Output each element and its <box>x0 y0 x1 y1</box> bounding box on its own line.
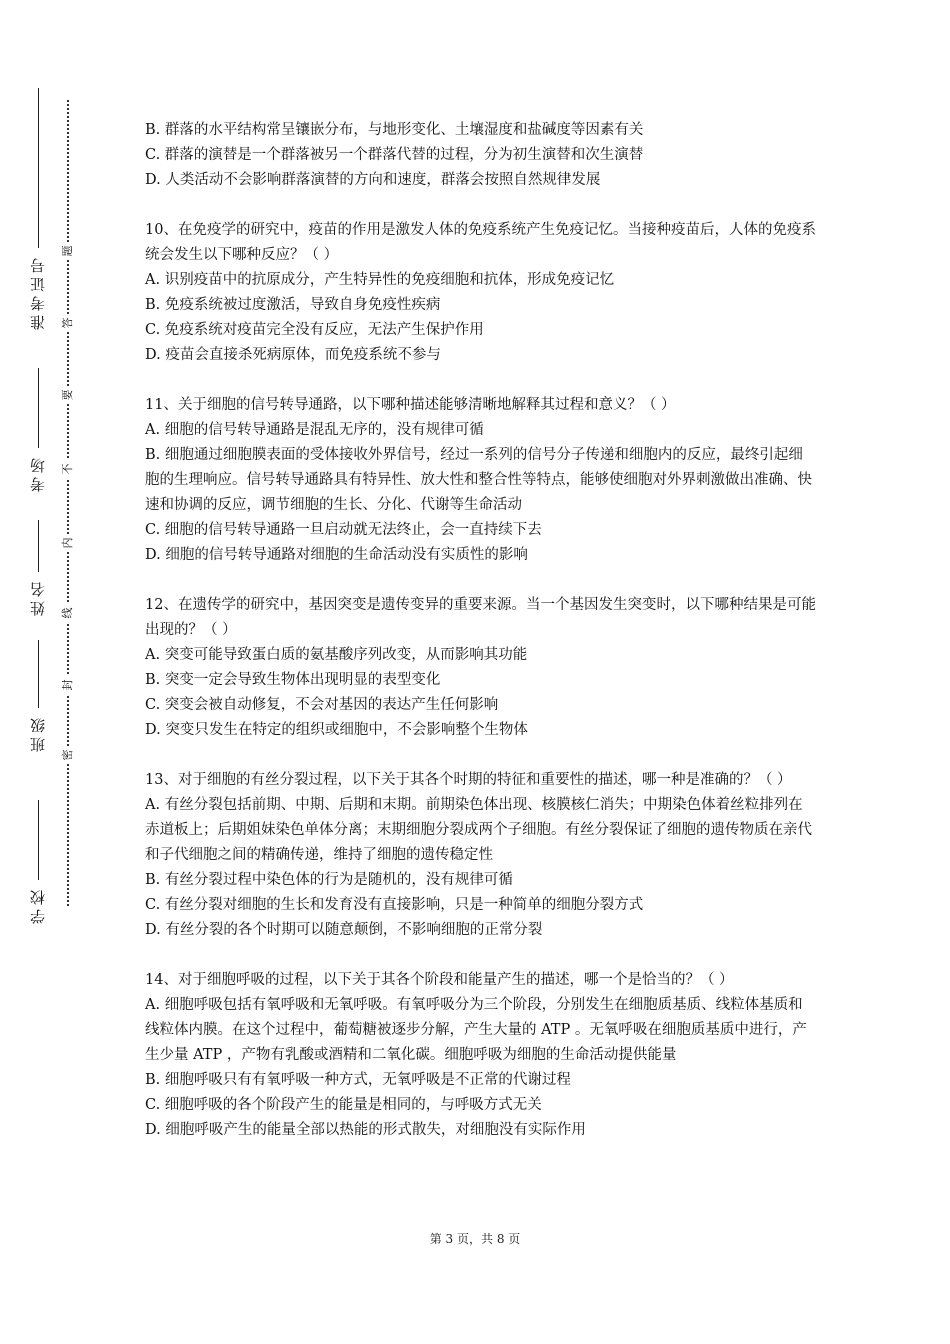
seal-char: 要 <box>61 386 75 404</box>
field-name-line[interactable] <box>38 520 39 572</box>
option-c: C. 细胞呼吸的各个阶段产生的能量是相同的，与呼吸方式无关 <box>145 1097 542 1113</box>
option-c: C. 突变会被自动修复，不会对基因的表达产生任何影响 <box>145 697 499 713</box>
option-d: D. 有丝分裂的各个时期可以随意颠倒，不影响细胞的正常分裂 <box>145 922 543 938</box>
option-b: B. 突变一定会导致生物体出现明显的表型变化 <box>145 672 441 688</box>
question-11 <box>145 393 817 568</box>
seal-dotted-line <box>67 100 69 906</box>
previous-question-options <box>145 118 817 193</box>
page-footer: 第 3 页，共 8 页 <box>429 1232 521 1246</box>
field-class-line[interactable] <box>38 640 39 708</box>
field-school <box>24 800 52 924</box>
field-class <box>24 640 52 752</box>
option: B. 群落的水平结构常呈镶嵌分布，与地形变化、土壤湿度和盐碱度等因素有关 <box>145 122 644 138</box>
field-class-label: 班级 <box>29 714 47 752</box>
question-content <box>145 118 817 1143</box>
option-b: B. 有丝分裂过程中染色体的行为是随机的，没有规律可循 <box>145 872 513 888</box>
field-school-line[interactable] <box>38 800 39 880</box>
option-b: B. 细胞呼吸只有有氧呼吸一种方式，无氧呼吸是不正常的代谢过程 <box>145 1072 571 1088</box>
option-d: D. 疫苗会直接杀死病原体，而免疫系统不参与 <box>145 347 441 363</box>
option-d: D. 突变只发生在特定的组织或细胞中，不会影响整个生物体 <box>145 722 528 738</box>
field-exam-room-line[interactable] <box>38 368 39 448</box>
option-d: D. 细胞的信号转导通路对细胞的生命活动没有实质性的影响 <box>145 547 528 563</box>
seal-char: 密 <box>61 746 75 764</box>
seal-char: 答 <box>61 314 75 332</box>
field-exam-id-line[interactable] <box>38 88 39 248</box>
option-b: B. 免疫系统被过度激活，导致自身免疫性疾病 <box>145 297 441 313</box>
option: C. 群落的演替是一个群落被另一个群落代替的过程，分为初生演替和次生演替 <box>145 147 644 163</box>
field-exam-room <box>24 368 52 492</box>
field-exam-id-label: 准考证号 <box>29 254 47 330</box>
question-10 <box>145 218 817 368</box>
question-stem: 14、对于细胞呼吸的过程，以下关于其各个阶段和能量产生的描述，哪一个是恰当的？（ ） <box>145 972 734 988</box>
option-a: A. 识别疫苗中的抗原成分，产生特异性的免疫细胞和抗体，形成免疫记忆 <box>145 272 615 288</box>
seal-char: 题 <box>61 242 75 260</box>
question-12 <box>145 593 817 743</box>
field-exam-room-label: 考场 <box>29 454 47 492</box>
option-d: D. 细胞呼吸产生的能量全部以热能的形式散失，对细胞没有实际作用 <box>145 1122 586 1138</box>
question-13 <box>145 768 817 943</box>
option-a: A. 细胞的信号转导通路是混乱无序的，没有规律可循 <box>145 422 484 438</box>
question-stem: 12、在遗传学的研究中，基因突变是遗传变异的重要来源。当一个基因发生突变时，以下哪种结果是可能出现的？（ ） <box>145 597 816 638</box>
field-name <box>24 520 52 616</box>
seal-char: 封 <box>61 676 75 694</box>
seal-char: 线 <box>61 604 75 622</box>
field-school-label: 学校 <box>29 886 47 924</box>
option-b: B. 细胞通过细胞膜表面的受体接收外界信号，经过一系列的信号分子传递和细胞内的反应，最终引起细胞的生理响应。信号转导通路具有特异性、放大性和整合性等特点，能够使细胞对外界刺激做出准确、快速和协调的反应，调节细胞的生长、分化、代谢等生命活动 <box>145 447 812 513</box>
field-exam-id <box>24 88 52 330</box>
option-a: A. 有丝分裂包括前期、中期、后期和末期。前期染色体出现、核膜核仁消失；中期染色体着丝粒排列在赤道板上；后期姐妹染色单体分离；末期细胞分裂成两个子细胞。有丝分裂保证了细胞的遗传物质在亲代和子代细胞之间的精确传递，维持了细胞的遗传稳定性 <box>145 797 812 863</box>
seal-char: 内 <box>61 534 75 552</box>
option-c: C. 免疫系统对疫苗完全没有反应，无法产生保护作用 <box>145 322 484 338</box>
seal-char: 不 <box>61 460 75 478</box>
question-14 <box>145 968 817 1143</box>
question-stem: 11、关于细胞的信号转导通路，以下哪种描述能够清晰地解释其过程和意义？（ ） <box>145 397 676 413</box>
field-name-label: 姓名 <box>29 578 47 616</box>
question-stem: 13、对于细胞的有丝分裂过程，以下关于其各个时期的特征和重要性的描述，哪一种是准确的？（ ） <box>145 772 792 788</box>
option-a: A. 细胞呼吸包括有氧呼吸和无氧呼吸。有氧呼吸分为三个阶段，分别发生在细胞质基质、线粒体基质和线粒体内膜。在这个过程中，葡萄糖被逐步分解，产生大量的 ATP 。无氧呼吸在细胞质基质中进行，产生少量 ATP ，产物有乳酸或酒精和二氧化碳。细胞呼吸为细胞的生命活动提供能量 <box>145 997 807 1063</box>
option-c: C. 细胞的信号转导通路一旦启动就无法终止，会一直持续下去 <box>145 522 542 538</box>
option-a: A. 突变可能导致蛋白质的氨基酸序列改变，从而影响其功能 <box>145 647 528 663</box>
option: D. 人类活动不会影响群落演替的方向和速度，群落会按照自然规律发展 <box>145 172 601 188</box>
option-c: C. 有丝分裂对细胞的生长和发育没有直接影响，只是一种简单的细胞分裂方式 <box>145 897 644 913</box>
question-stem: 10、在免疫学的研究中，疫苗的作用是激发人体的免疫系统产生免疫记忆。当接种疫苗后，人体的免疫系统会发生以下哪种反应？（ ） <box>145 222 816 263</box>
